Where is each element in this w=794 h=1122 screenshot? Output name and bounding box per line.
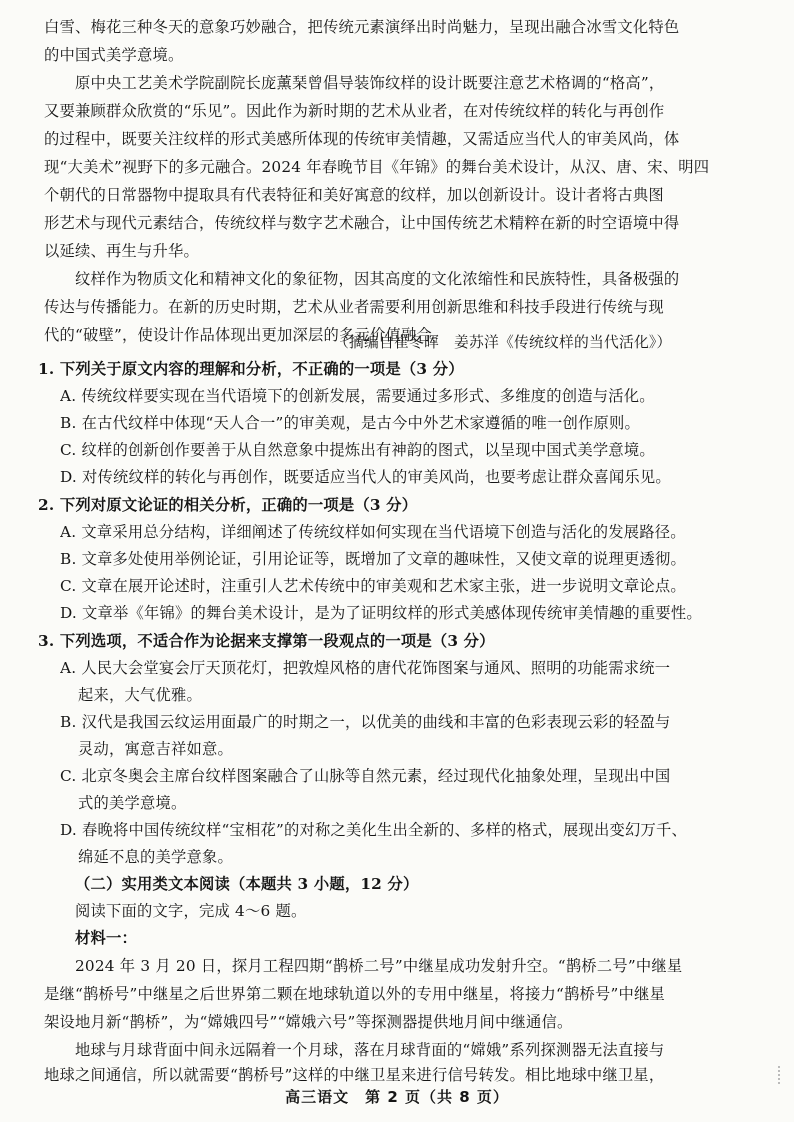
question-2-option-c[interactable]: C. 文章在展开论述时，注重引人艺术传统中的审美观和艺术家主张，进一步说明文章论点。	[60, 577, 686, 595]
question-1-option-d[interactable]: D. 对传统纹样的转化与再创作，既要适应当代人的审美风尚，也要考虑让群众喜闻乐见。	[60, 468, 671, 486]
material-1-label: 材料一：	[75, 929, 137, 947]
passage-line: 的中国式美学意境。	[44, 46, 184, 64]
passage-line: 传达与传播能力。在新的历史时期，艺术从业者需要利用创新思维和科技手段进行传统与现	[44, 298, 664, 316]
passage-line: 现“大美术”视野下的多元融合。2024 年春晚节目《年锦》的舞台美术设计，从汉、唐、宋、明四	[44, 158, 710, 176]
material-line: 是继“鹊桥号”中继星之后世界第二颗在地球轨道以外的专用中继星，将接力“鹊桥号”中继星	[44, 985, 665, 1003]
passage-line: 形艺术与现代元素结合，传统纹样与数字艺术融合，让中国传统艺术精粹在新的时空语境中得	[44, 214, 680, 232]
passage-line: 的过程中，既要关注纹样的形式美感所体现的传统审美情趣，又需适应当代人的审美风尚，体	[44, 130, 680, 148]
passage-line: 代的“破壁”，使设计作品体现出更加深层的多元价值融合。	[44, 326, 448, 344]
question-3-option-c-cont: 式的美学意境。	[78, 794, 187, 812]
passage-line: 个朝代的日常器物中提取具有代表特征和美好寓意的纹样，加以创新设计。设计者将古典图	[44, 186, 664, 204]
question-2-option-a[interactable]: A. 文章采用总分结构，详细阐述了传统纹样如何实现在当代语境下创造与活化的发展路径。	[60, 523, 686, 541]
material-line: 2024 年 3 月 20 日，探月工程四期“鹊桥二号”中继星成功发射升空。“鹊桥二号”中继星	[75, 957, 683, 975]
passage-line: 白雪、梅花三种冬天的意象巧妙融合，把传统元素演绎出时尚魅力，呈现出融合冰雪文化特色	[44, 18, 680, 36]
passage-line: 纹样作为物质文化和精神文化的象征物，因其高度的文化浓缩性和民族特性，具备极强的	[75, 270, 680, 288]
material-line: 地球之间通信，所以就需要“鹊桥号”这样的中继卫星来进行信号转发。相比地球中继卫星，	[44, 1066, 665, 1084]
passage-source: （摘编自崔冬晖 姜苏洋《传统纹样的当代活化》）	[334, 334, 672, 351]
question-1-option-a[interactable]: A. 传统纹样要实现在当代语境下的创新发展，需要通过多形式、多维度的创造与活化。	[60, 387, 655, 405]
question-3-option-a[interactable]: A. 人民大会堂宴会厅天顶花灯，把敦煌风格的唐代花饰图案与通风、照明的功能需求统一	[60, 659, 671, 677]
page-footer: 高三语文 第 2 页（共 8 页）	[285, 1088, 509, 1106]
question-3-option-b[interactable]: B. 汉代是我国云纹运用面最广的时期之一，以优美的曲线和丰富的色彩表现云彩的轻盈与	[60, 713, 671, 731]
question-3-option-c[interactable]: C. 北京冬奥会主席台纹样图案融合了山脉等自然元素，经过现代化抽象处理，呈现出中国	[60, 767, 671, 785]
question-1-stem: 1. 下列关于原文内容的理解和分析，不正确的一项是（3 分）	[38, 360, 464, 378]
material-line: 架设地月新“鹊桥”，为“嫦娥四号”“嫦娥六号”等探测器提供地月间中继通信。	[44, 1013, 573, 1031]
section-2-heading: （二）实用类文本阅读（本题共 3 小题，12 分）	[75, 875, 419, 893]
question-1-option-b[interactable]: B. 在古代纹样中体现“天人合一”的审美观，是古今中外艺术家遵循的唯一创作原则。	[60, 414, 640, 432]
question-3-option-a-cont: 起来，大气优雅。	[78, 686, 202, 704]
passage-line: 原中央工艺美术学院副院长庞薰琹曾倡导装饰纹样的设计既要注意艺术格调的“格高”，	[75, 74, 665, 92]
question-2-option-d[interactable]: D. 文章举《年锦》的舞台美术设计，是为了证明纹样的形式美感体现传统审美情趣的重要性。	[60, 604, 702, 622]
question-1-option-c[interactable]: C. 纹样的创新创作要善于从自然意象中提炼出有神韵的图式，以呈现中国式美学意境。	[60, 441, 655, 459]
question-2-stem: 2. 下列对原文论证的相关分析，正确的一项是（3 分）	[38, 496, 418, 514]
question-3-option-d-cont: 绵延不息的美学意象。	[78, 848, 233, 866]
passage-line: 以延续、再生与升华。	[44, 242, 199, 260]
material-line: 地球与月球背面中间永远隔着一个月球，落在月球背面的“嫦娥”系列探测器无法直接与	[75, 1041, 665, 1059]
question-3-option-d[interactable]: D. 春晚将中国传统纹样“宝相花”的对称之美化生出全新的、多样的格式，展现出变幻万千、	[60, 821, 687, 839]
scan-mark	[778, 1066, 788, 1084]
question-3-stem: 3. 下列选项，不适合作为论据来支撑第一段观点的一项是（3 分）	[38, 632, 495, 650]
passage-line: 又要兼顾群众欣赏的“乐见”。因此作为新时期的艺术从业者，在对传统纹样的转化与再创作	[44, 102, 665, 120]
question-3-option-b-cont: 灵动，寓意吉祥如意。	[78, 740, 233, 758]
question-2-option-b[interactable]: B. 文章多处使用举例论证，引用论证等，既增加了文章的趣味性，又使文章的说理更透彻。	[60, 550, 686, 568]
section-2-instruction: 阅读下面的文字，完成 4～6 题。	[75, 902, 307, 920]
